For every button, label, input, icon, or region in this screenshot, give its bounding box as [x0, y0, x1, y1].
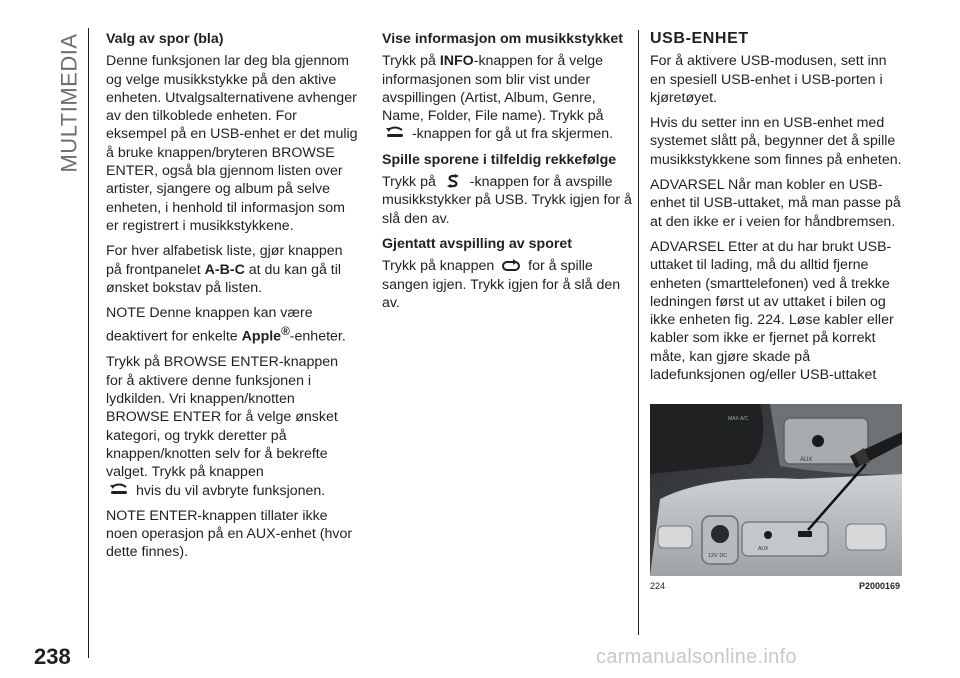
- apple-label: Apple: [241, 329, 282, 346]
- back-arrow-icon: [108, 483, 130, 497]
- max-ac-label: MAX A/C: [728, 416, 749, 422]
- figure-number: 224: [650, 581, 666, 591]
- page-number: 238: [34, 644, 71, 669]
- sidebar-divider: [88, 28, 89, 658]
- aux-label-top: AUX: [800, 457, 813, 463]
- column-divider: [638, 30, 639, 635]
- heading-usb-device: USB-ENHET: [650, 30, 749, 47]
- 12v-label: 12V DC: [708, 553, 728, 559]
- repeat-icon: [500, 258, 522, 272]
- col3-warning-2: ADVARSEL Etter at du har brukt USB-uttaket til lading, må du alltid fjerne enheten (smarttelefonen) ved å trekke ledningen først ut av uttaket i bilen og ikke enheten fig. 224. Løse kabler eller kabler som ikke er fjernet på korrekt måte, kan gjøre skade på ladefunksjonen og/eller USB-uttaket: [650, 238, 894, 384]
- info-key-label: INFO: [439, 53, 474, 70]
- note1-text-b: -enheter.: [289, 329, 346, 346]
- col3-warning-1: ADVARSEL Når man kobler en USB-enhet til USB-uttaket, må man passe på at den ikke er i veien for håndbremsen.: [650, 177, 901, 230]
- abc-key-label: A-B-C: [204, 261, 245, 278]
- heading-track-browse: Valg av spor (bla): [106, 31, 224, 47]
- column-2: [382, 30, 632, 319]
- col2-p1-text-c: -knappen for gå ut fra skjermen.: [411, 126, 614, 143]
- col1-p2-text-a: For hver alfabetisk liste, gjør knappen på frontpanelet: [106, 243, 343, 278]
- col1-p3-text-b: hvis du vil avbryte funksjonen.: [135, 482, 326, 499]
- col2-p1-text-b: -knappen for å velge informasjonen som blir vist under avspillingen (Artist, Album, Genre, Name, Folder, File name). Trykk på: [382, 53, 604, 125]
- col2-p2-text-b: -knappen for å avspille musikkstykker på USB. Trykk igjen for å slå den av.: [382, 174, 632, 227]
- col2-p3-text-b: for å spille sangen igjen. Trykk igjen for å slå den av.: [382, 258, 621, 311]
- watermark: carmanualsonline.info: [596, 646, 797, 668]
- heading-shuffle: Spille sporene i tilfeldig rekkefølge: [382, 151, 617, 168]
- col2-paragraph-3: [382, 257, 632, 312]
- col3-paragraph-2: Hvis du setter inn en USB-enhet med systemet slått på, begynner det å spille musikkstykkene som finnes på enheten.: [650, 115, 902, 168]
- col1-p3-text-a: Trykk på BROWSE ENTER-knappen for å aktivere denne funksjonen i lydkilden. Vri knappen/knotten BROWSE ENTER for å velge ønsket kategori, og trykk deretter på knappen/knotten selv for å bekrefte valget. Trykk på knappen: [106, 354, 339, 481]
- col1-note-2: NOTE ENTER-knappen tillater ikke noen operasjon på en AUX-enhet (hvor dette finnes).: [106, 507, 353, 561]
- column-1: [106, 30, 358, 569]
- col1-paragraph-2: [106, 242, 358, 297]
- col1-note-1: [106, 304, 358, 346]
- aux-label-bottom: AUX: [758, 546, 769, 552]
- column-3: [650, 30, 902, 391]
- figure-code: P2000169: [858, 581, 900, 591]
- col2-paragraph-2: [382, 173, 632, 228]
- col2-p1-text-a: Trykk på: [382, 53, 436, 70]
- dashboard-console-illustration: [650, 404, 902, 576]
- col2-paragraph-1: [382, 52, 632, 143]
- section-label-text: MULTIMEDIA: [57, 33, 83, 173]
- col2-p2-text-a: Trykk på: [382, 174, 436, 191]
- col2-p3-text-a: Trykk på knappen: [382, 258, 495, 275]
- registered-mark: ®: [281, 324, 290, 339]
- usb-port-photo: [650, 404, 902, 576]
- col1-paragraph-3: [106, 353, 358, 499]
- section-label: [52, 28, 88, 178]
- col1-p2-text-b: at du kan gå til ønsket bokstav på listen.: [106, 261, 342, 296]
- shuffle-icon: [442, 174, 464, 188]
- back-arrow-icon: [384, 126, 406, 140]
- col1-paragraph-1: Denne funksjonen lar deg bla gjennom og velge musikkstykke på den aktive enheten. Utvalgsalternativene avhenger av den tilkoblede enheten. For eksempel på en USB-enhet er det mulig å bruke knappen/bryteren BROWSE ENTER, også bla gjennom listen over artister, sjangere og album på selve enheten, i henhold til informasjon som er registrert i musikkstykkene.: [106, 53, 358, 234]
- note1-text-a: NOTE Denne knappen kan være deaktivert for enkelte: [106, 305, 313, 346]
- heading-track-info: Vise informasjon om musikkstykket: [382, 31, 624, 47]
- heading-repeat: Gjentatt avspilling av sporet: [382, 235, 573, 252]
- col3-paragraph-1: For å aktivere USB-modusen, sett inn en spesiell USB-enhet i USB-porten i kjøretøyet.: [650, 53, 887, 106]
